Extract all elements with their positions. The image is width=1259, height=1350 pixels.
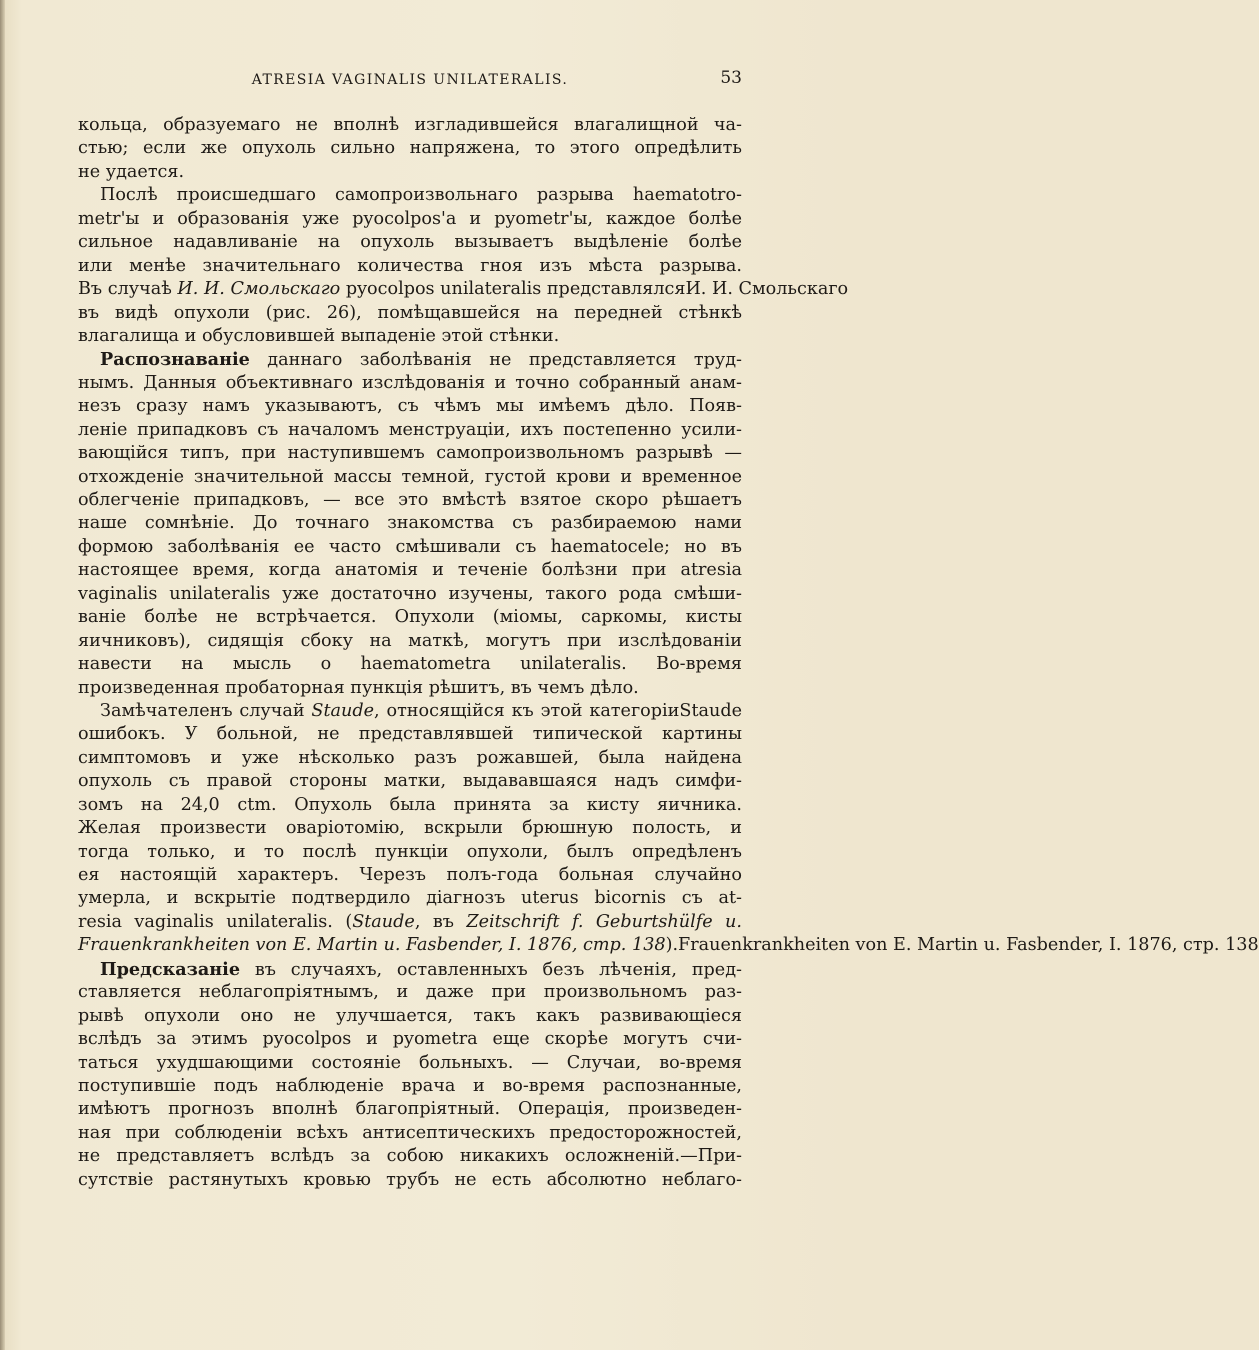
text-line bbox=[78, 184, 742, 207]
text-run: ная при соблюденіи всѣхъ антисептическихъ предосторожностей, bbox=[78, 1122, 742, 1143]
italic-citation: Frauenkrankheiten von E. Martin u. Fasbender, I. 1876, стр. 138 bbox=[78, 935, 666, 956]
text-line bbox=[78, 653, 742, 676]
null: И. И. Смольскаго bbox=[685, 279, 849, 300]
body-text bbox=[78, 114, 1259, 1192]
text-run: ея настоящій характеръ. Черезъ полъ-года больная случайно bbox=[78, 865, 742, 885]
page-header bbox=[78, 68, 742, 96]
text-run: vaginalis unilateralis уже достаточно изучены, такого рода смѣши- bbox=[78, 583, 742, 604]
text-run: таться ухудшающими состояніе больныхъ. — Случаи, во-время bbox=[78, 1052, 742, 1073]
text-line bbox=[78, 512, 742, 535]
text-run: наше сомнѣніе. До точнаго знакомства съ разбираемою нами bbox=[78, 513, 742, 534]
text-line bbox=[78, 700, 742, 723]
text-run: metr'ы и образованія уже pyocolpos'а и pyometr'ы, каждое болѣе bbox=[78, 208, 742, 229]
null: Frauenkrankheiten von E. Martin u. Fasbender, I. 1876, стр. 138 bbox=[678, 935, 1259, 956]
italic-citation: Zeitschrift f. Geburtshülfe u. bbox=[466, 911, 742, 932]
text-line bbox=[78, 419, 742, 442]
text-run: ставляется неблагопріятнымъ, и даже при произвольномъ раз- bbox=[78, 982, 742, 1003]
text-line bbox=[78, 817, 742, 840]
text-run: , въ bbox=[414, 911, 467, 932]
text-run: сильное надавливаніе на опухоль вызываетъ выдѣленіе болѣе bbox=[78, 232, 742, 253]
text-run: отхожденіе значительной массы темной, густой крови и временное bbox=[78, 466, 742, 487]
text-line bbox=[78, 1145, 742, 1168]
text-line bbox=[78, 723, 742, 746]
text-run: въ случаяхъ, оставленныхъ безъ лѣченія, пред- bbox=[240, 959, 742, 980]
text-line bbox=[78, 348, 742, 371]
text-run: въ видѣ опухоли (рис. 26), помѣщавшейся на передней стѣнкѣ bbox=[78, 302, 742, 323]
text-run: имѣютъ прогнозъ вполнѣ благопріятный. Операція, произведен- bbox=[78, 1099, 742, 1120]
text-line bbox=[78, 630, 742, 653]
text-run: облегченіе припадковъ, — все это вмѣстѣ взятое скоро рѣшаетъ bbox=[78, 490, 742, 510]
text-run: навести на мысль о haematometra unilateralis. Во-время bbox=[78, 654, 742, 675]
page-number: 53 bbox=[720, 68, 742, 88]
text-run: resia vaginalis unilateralis. ( bbox=[78, 911, 353, 932]
text-run: симптомовъ и уже нѣсколько разъ рожавшей, была найдена bbox=[78, 747, 742, 768]
text-line bbox=[78, 442, 742, 465]
text-line bbox=[78, 325, 742, 348]
text-line bbox=[78, 559, 742, 582]
text-run: рывѣ опухоли оно не улучшается, такъ какъ развивающіеся bbox=[78, 1005, 742, 1026]
bold-term: Предсказаніе bbox=[100, 958, 241, 980]
text-run: вающійся типъ, при наступившемъ самопроизвольномъ разрывѣ — bbox=[78, 443, 742, 464]
text-run: настоящее время, когда анатомія и теченіе болѣзни при atresia bbox=[78, 560, 742, 581]
text-run: кольца, образуемаго не вполнѣ изгладившейся влагалищной ча- bbox=[78, 115, 742, 135]
text-line bbox=[78, 606, 742, 629]
text-line bbox=[78, 887, 742, 910]
text-run: леніе припадковъ съ началомъ менструаціи, ихъ постепенно усили- bbox=[78, 419, 742, 440]
text-run: тогда только, и то послѣ пункціи опухоли, былъ опредѣленъ bbox=[78, 841, 742, 862]
text-run: Послѣ происшедшаго самопроизвольнаго разрыва haematotro- bbox=[100, 185, 742, 206]
text-line bbox=[78, 677, 742, 700]
text-run: Замѣчателенъ случай bbox=[100, 700, 312, 721]
text-line bbox=[78, 278, 849, 301]
text-run: , относящійся къ этой категоріи bbox=[374, 700, 680, 721]
text-line bbox=[78, 841, 742, 864]
text-line bbox=[78, 208, 742, 231]
italic-citation: Staude bbox=[311, 700, 375, 721]
text-run: нымъ. Данныя объективнаго изслѣдованія и точно собранный анам- bbox=[78, 372, 742, 393]
text-line bbox=[78, 934, 1259, 957]
text-line bbox=[78, 1098, 742, 1121]
text-line bbox=[78, 864, 742, 887]
italic-citation: И. И. Смольскаго bbox=[177, 279, 341, 300]
text-run: даннаго заболѣванія не представляется труд- bbox=[249, 350, 742, 371]
text-line bbox=[78, 1169, 742, 1192]
text-run: умерла, и вскрытіе подтвердило діагнозъ uterus bicornis съ at- bbox=[78, 888, 742, 909]
text-run: влагалища и обусловившей выпаденіе этой стѣнки. bbox=[78, 325, 560, 346]
text-line bbox=[78, 395, 742, 418]
text-line bbox=[78, 137, 742, 160]
text-line bbox=[78, 466, 742, 489]
running-title: ATRESIA VAGINALIS UNILATERALIS. bbox=[251, 72, 569, 88]
text-line bbox=[78, 958, 742, 981]
text-line bbox=[78, 114, 742, 137]
text-run: незъ сразу намъ указываютъ, съ чѣмъ мы имѣемъ дѣло. Появ- bbox=[78, 396, 742, 417]
text-run: яичниковъ), сидящія сбоку на маткѣ, могутъ при изслѣдованіи bbox=[78, 630, 742, 651]
text-line bbox=[78, 981, 742, 1004]
text-run: опухоль съ правой стороны матки, выдававшаяся надъ симфи- bbox=[78, 771, 742, 792]
null: Staude bbox=[679, 700, 743, 721]
text-line bbox=[78, 1122, 742, 1145]
text-run: сутствіе растянутыхъ кровью трубъ не есть абсолютно неблаго- bbox=[78, 1169, 742, 1190]
text-run: вслѣдъ за этимъ pyocolpos и pyometra еще скорѣе могутъ счи- bbox=[78, 1029, 742, 1050]
text-line bbox=[78, 1028, 742, 1051]
text-line bbox=[78, 302, 742, 325]
text-run: произведенная пробаторная пункція рѣшитъ, въ чемъ дѣло. bbox=[78, 677, 639, 698]
text-run: зомъ на 24,0 ctm. Опухоль была принята за кисту яичника. bbox=[78, 794, 742, 815]
bold-term: Распознаваніе bbox=[100, 349, 250, 371]
text-run: ваніе болѣе не встрѣчается. Опухоли (міомы, саркомы, кисты bbox=[78, 607, 742, 628]
text-run: pyocolpos unilateralis представлялся bbox=[340, 279, 686, 300]
text-line bbox=[78, 489, 742, 512]
text-run: ). bbox=[665, 935, 679, 956]
italic-citation: Staude bbox=[352, 911, 415, 932]
text-line bbox=[78, 161, 742, 184]
text-run: ошибокъ. У больной, не представлявшей типической картины bbox=[78, 724, 742, 745]
text-run: формою заболѣванія ее часто смѣшивали съ haematocele; но въ bbox=[78, 536, 742, 557]
text-run: стью; если же опухоль сильно напряжена, то этого опредѣлить bbox=[78, 138, 742, 159]
text-line bbox=[78, 794, 742, 817]
text-run: не представляетъ вслѣдъ за собою никакихъ осложненій.—При- bbox=[78, 1146, 742, 1167]
text-run: или менѣе значительнаго количества гноя изъ мѣста разрыва. bbox=[78, 255, 742, 276]
page-spine-edge bbox=[0, 0, 5, 1350]
text-line bbox=[78, 231, 742, 254]
text-line bbox=[78, 1052, 742, 1075]
text-line bbox=[78, 1075, 742, 1098]
text-run: не удается. bbox=[78, 161, 185, 182]
text-line bbox=[78, 747, 742, 770]
text-line bbox=[78, 255, 742, 278]
text-run: Желая произвести оваріотомію, вскрыли брюшную полость, и bbox=[78, 818, 742, 839]
text-run: поступившіе подъ наблюденіе врача и во-время распознанные, bbox=[78, 1075, 742, 1096]
text-line bbox=[78, 372, 742, 395]
text-line bbox=[78, 770, 742, 793]
text-line bbox=[78, 1005, 742, 1028]
text-line bbox=[78, 911, 742, 934]
text-run: Въ случаѣ bbox=[78, 279, 178, 300]
text-line bbox=[78, 583, 742, 606]
text-line bbox=[78, 536, 742, 559]
